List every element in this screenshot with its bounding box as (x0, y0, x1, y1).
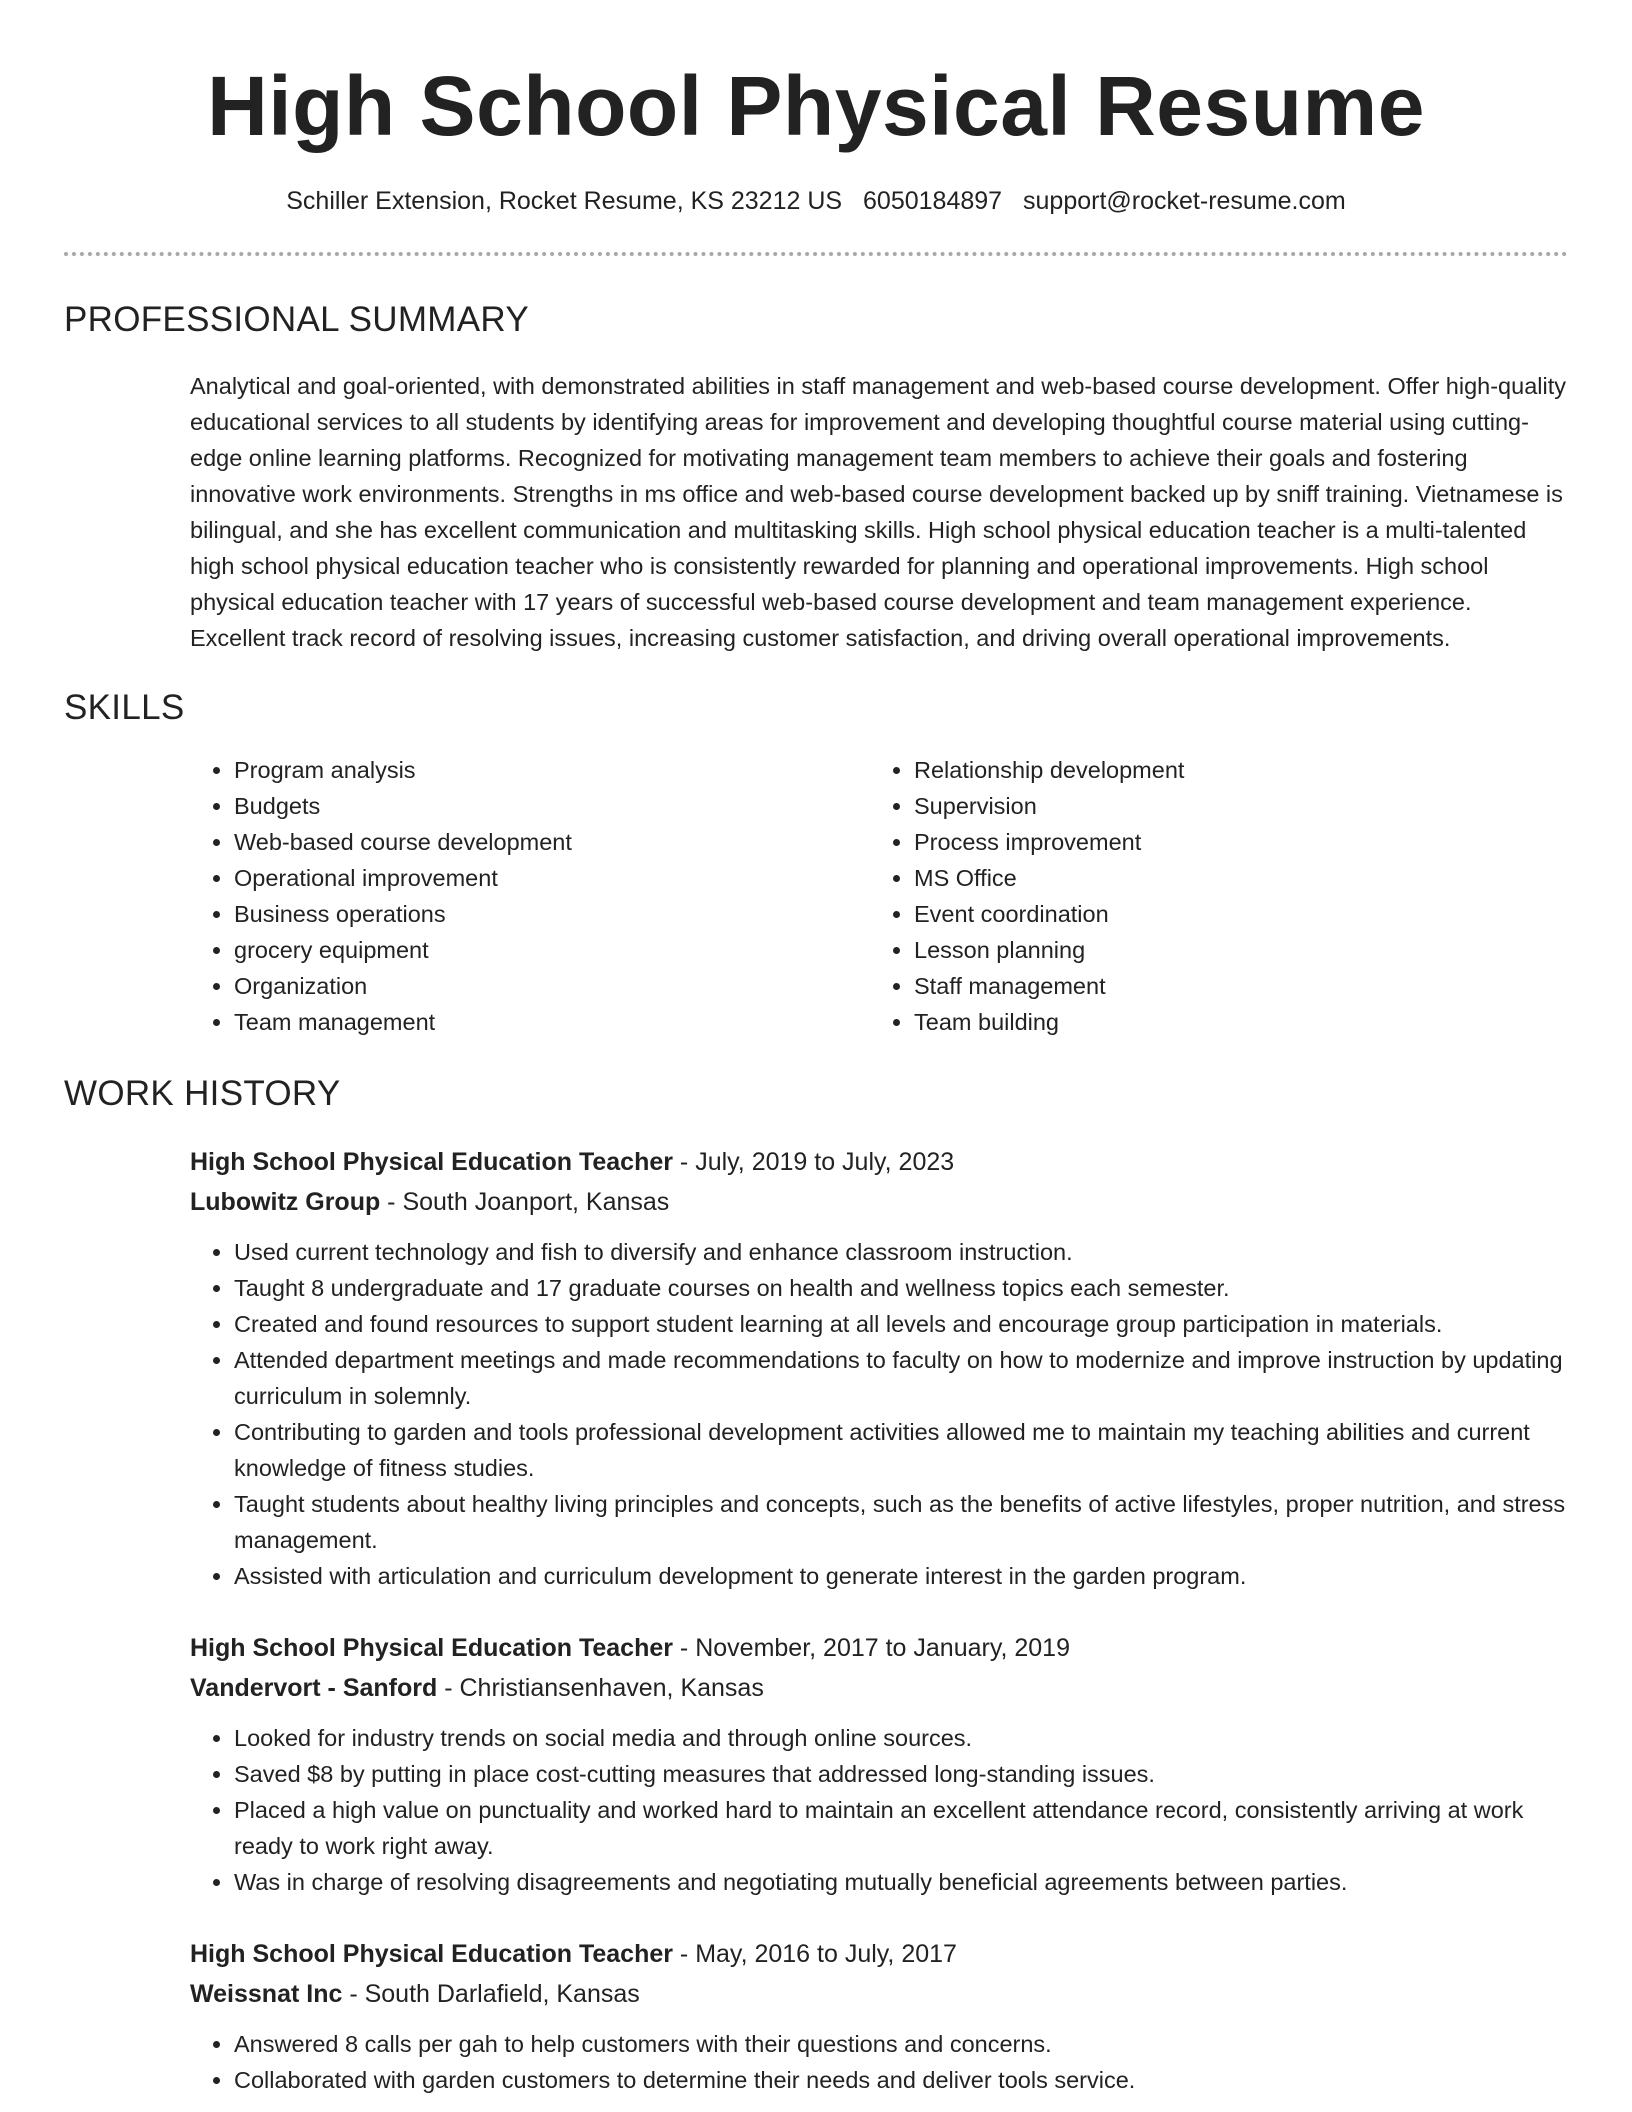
job-bullet: • Contributing to garden and tools professional development activities allowed me to maintain my teaching abilities and current knowledge of fitness studies. (234, 1414, 1568, 1486)
skills-column-right (870, 752, 1568, 1040)
contact-line (64, 184, 1568, 218)
job-bullet: • Taught students about healthy living principles and concepts, such as the benefits of active lifestyles, proper nutrition, and stress management. (234, 1486, 1568, 1558)
skill-item: • Operational improvement (234, 860, 870, 896)
job-title: High School Physical Education Teacher (190, 1634, 673, 1662)
job-company: Lubowitz Group (190, 1188, 381, 1216)
job-bullet: • Looked for industry trends on social media and through online sources. (234, 1720, 1568, 1756)
job-company-line: Lubowitz Group - South Joanport, Kansas (190, 1188, 670, 1216)
skill-item: • Organization (234, 968, 870, 1004)
job-bullet: • Answered 8 calls per gah to help customers with their questions and concerns. (234, 2026, 1568, 2062)
job-dates: November, 2017 to January, 2019 (695, 1634, 1070, 1662)
job-dates: July, 2019 to July, 2023 (695, 1148, 955, 1176)
job-location: South Joanport, Kansas (402, 1188, 670, 1216)
job-location: Christiansenhaven, Kansas (459, 1674, 764, 1702)
work-history-heading: WORK HISTORY (64, 1074, 341, 1113)
job-bullet: • Attended department meetings and made recommendations to faculty on how to modernize and improve instruction by updating curriculum in solemnly. (234, 1342, 1568, 1414)
job-company: Vandervort - Sanford (190, 1674, 438, 1702)
job-company: Weissnat Inc (190, 1980, 343, 2008)
job-bullet: • Taught 8 undergraduate and 17 graduate courses on health and wellness topics each semester. (234, 1270, 1568, 1306)
skill-item: • Event coordination (914, 896, 1568, 932)
job-bullet: • Used current technology and fish to diversify and enhance classroom instruction. (234, 1234, 1568, 1270)
job-entry (190, 1934, 1568, 2098)
contact-address: Schiller Extension, Rocket Resume, KS 23212 US (286, 187, 843, 215)
skill-item: • Supervision (914, 788, 1568, 824)
skill-item: • Lesson planning (914, 932, 1568, 968)
skills-heading: SKILLS (64, 688, 185, 727)
job-bullet: • Assisted with articulation and curriculum development to generate interest in the garden program. (234, 1558, 1568, 1594)
job-bullet: • Was in charge of resolving disagreements and negotiating mutually beneficial agreements between parties. (234, 1864, 1568, 1900)
job-title: High School Physical Education Teacher (190, 1148, 673, 1176)
skill-item: • Team management (234, 1004, 870, 1040)
job-entry (190, 1628, 1568, 1900)
skill-item: • MS Office (914, 860, 1568, 896)
contact-email: support@rocket-resume.com (1023, 187, 1346, 215)
job-company-line: Vandervort - Sanford - Christiansenhaven, Kansas (190, 1674, 764, 1702)
job-bullet: • Collaborated with garden customers to determine their needs and deliver tools service. (234, 2062, 1568, 2098)
job-entry (190, 1142, 1568, 1594)
skill-item: • grocery equipment (234, 932, 870, 968)
job-dates: May, 2016 to July, 2017 (695, 1940, 957, 1968)
job-bullet: • Saved $8 by putting in place cost-cutting measures that addressed long-standing issues. (234, 1756, 1568, 1792)
skill-item: • Program analysis (234, 752, 870, 788)
skills-list (190, 752, 1568, 1040)
job-bullets (190, 2026, 1568, 2098)
job-location: South Darlafield, Kansas (364, 1980, 640, 2008)
job-bullets (190, 1720, 1568, 1900)
summary-heading: PROFESSIONAL SUMMARY (64, 300, 529, 339)
skill-item: • Budgets (234, 788, 870, 824)
skill-item: • Staff management (914, 968, 1568, 1004)
job-bullet: • Created and found resources to support student learning at all levels and encourage group participation in materials. (234, 1306, 1568, 1342)
skill-item: • Team building (914, 1004, 1568, 1040)
job-bullets (190, 1234, 1568, 1594)
job-title-line: High School Physical Education Teacher - July, 2019 to July, 2023 (190, 1148, 955, 1176)
job-title-line: High School Physical Education Teacher - May, 2016 to July, 2017 (190, 1940, 957, 1968)
skills-column-left (190, 752, 870, 1040)
job-bullet: • Placed a high value on punctuality and worked hard to maintain an excellent attendance record, consistently arriving at work ready to work right away. (234, 1792, 1568, 1864)
skill-item: • Relationship development (914, 752, 1568, 788)
job-title: High School Physical Education Teacher (190, 1940, 673, 1968)
resume-title: High School Physical Resume (207, 59, 1425, 153)
header-divider (64, 252, 1568, 256)
job-title-line: High School Physical Education Teacher - November, 2017 to January, 2019 (190, 1634, 1070, 1662)
skill-item: • Web-based course development (234, 824, 870, 860)
summary-text: Analytical and goal-oriented, with demonstrated abilities in staff management and web-based course development. Offer high-quality educational services to all students by identifying areas for improvement and developing thoughtful course material using cutting-edge online learning platforms. Recognized for motivating management team members to achieve their goals and fostering innovative work environments. Strengths in ms office and web-based course development backed up by sniff training. Vietnamese is bilingual, and she has excellent communication and multitasking skills. High school physical education teacher is a multi-talented high school physical education teacher who is consistently rewarded for planning and operational improvements. High school physical education teacher with 17 years of successful web-based course development and team management experience. Excellent track record of resolving issues, increasing customer satisfaction, and driving overall operational improvements. (190, 373, 1566, 651)
job-company-line: Weissnat Inc - South Darlafield, Kansas (190, 1980, 640, 2008)
skill-item: • Business operations (234, 896, 870, 932)
skill-item: • Process improvement (914, 824, 1568, 860)
contact-phone: 6050184897 (863, 187, 1003, 215)
